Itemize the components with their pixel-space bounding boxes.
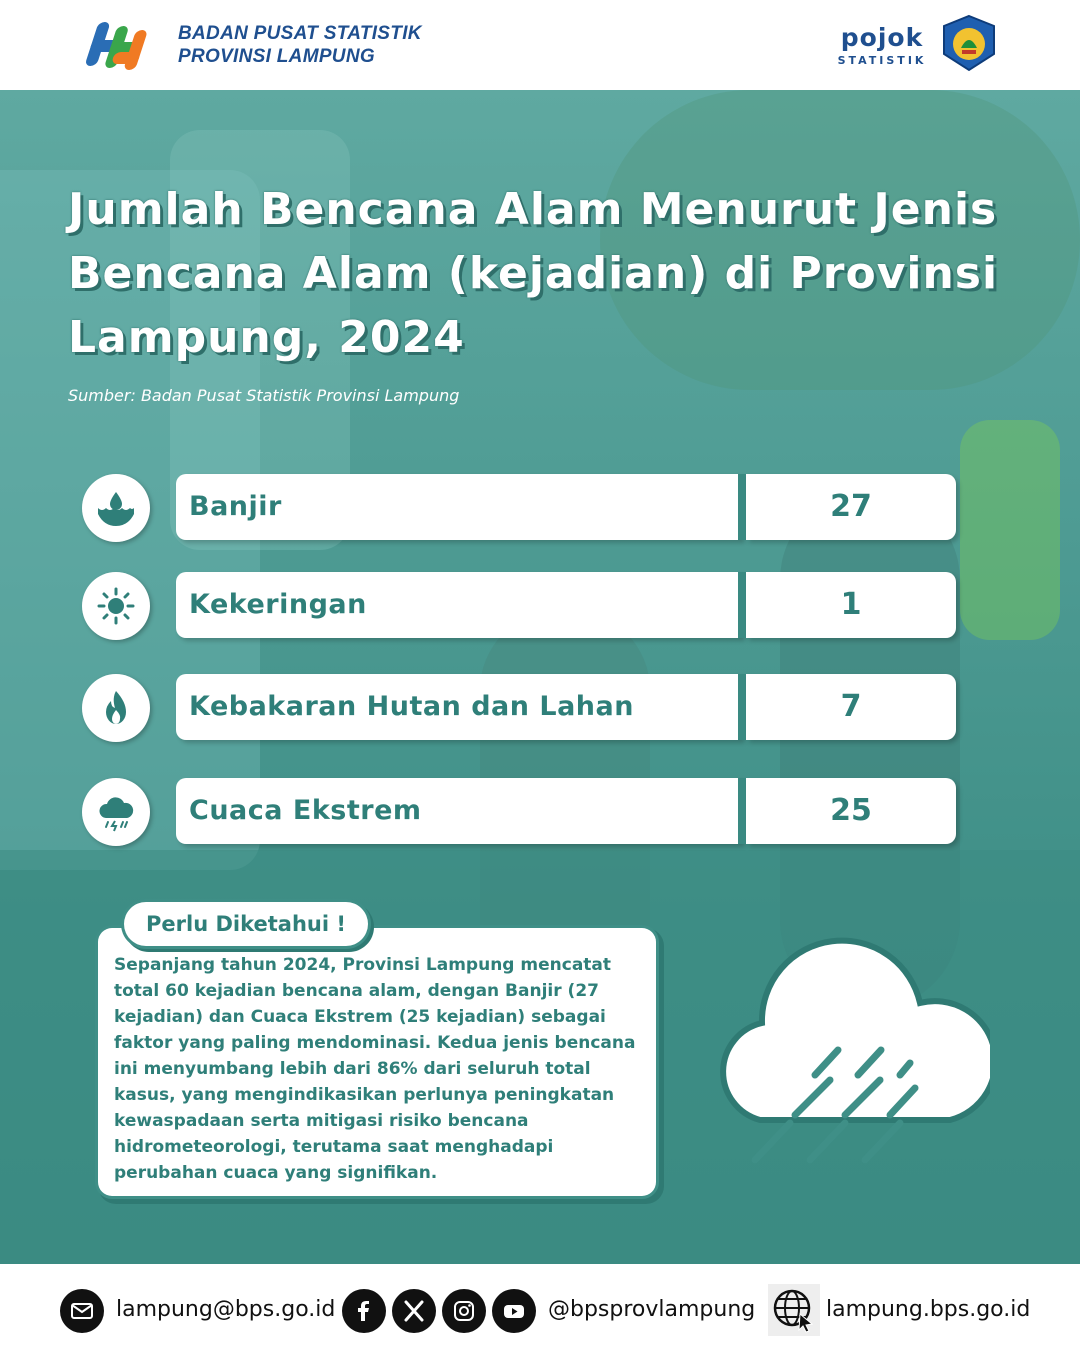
row-label: Cuaca Ekstrem — [189, 795, 422, 826]
instagram-icon[interactable] — [442, 1289, 486, 1333]
pojok-sub: STATISTIK — [837, 54, 927, 67]
pojok-word: pojok — [840, 23, 924, 52]
x-twitter-icon[interactable] — [392, 1289, 436, 1333]
org-name — [178, 22, 422, 68]
row-kebakaran — [82, 674, 962, 742]
info-text: Sepanjang tahun 2024, Provinsi Lampung mencatat total 60 kejadian bencana alam, dengan Banjir (27 kejadian) dan Cuaca Ekstrem (25 kejadian) sebagai faktor yang paling mendominasi. Kedua jenis bencana ini menyumbang lebih dari 86% dari seluruh total kasus, yang mengindikasikan perlunya peningkatan kewaspadaan serta mitigasi risiko bencana hidrometeorologi, terutama saat menghadapi perubahan cuaca yang signifikan. — [114, 955, 636, 1183]
footer-website[interactable]: lampung.bps.go.id — [826, 1297, 1031, 1322]
label-box — [176, 572, 742, 638]
label-box — [176, 778, 742, 844]
flood-icon — [82, 474, 150, 542]
label-box — [176, 474, 742, 540]
row-label: Kekeringan — [189, 589, 367, 620]
header — [0, 0, 1080, 90]
globe-icon — [768, 1284, 820, 1336]
source-note: Sumber: Badan Pusat Statistik Provinsi Lampung — [68, 386, 460, 405]
sun-icon — [82, 572, 150, 640]
bps-logo-icon — [80, 18, 162, 78]
facebook-icon[interactable] — [342, 1289, 386, 1333]
row-divider — [738, 778, 746, 844]
row-value: 7 — [746, 674, 956, 740]
footer-email[interactable]: lampung@bps.go.id — [116, 1297, 336, 1322]
row-kekeringan — [82, 572, 962, 640]
youtube-icon[interactable] — [492, 1289, 536, 1333]
university-emblem-icon — [940, 14, 998, 72]
email-icon — [60, 1289, 104, 1333]
row-value: 25 — [746, 778, 956, 844]
page-title: Jumlah Bencana Alam Menurut Jenis Bencana Alam (kejadian) di Provinsi Lampung, 2024 — [68, 184, 999, 363]
row-value: 1 — [746, 572, 956, 638]
row-divider — [738, 572, 746, 638]
fire-icon — [82, 674, 150, 742]
row-label: Banjir — [189, 491, 282, 522]
row-divider — [738, 474, 746, 540]
row-cuaca-ekstrem — [82, 778, 962, 846]
rain-cloud-icon — [700, 925, 990, 1205]
org-name-line2: PROVINSI LAMPUNG — [178, 46, 375, 67]
info-box — [98, 928, 656, 1196]
footer-social[interactable]: @bpsprovlampung — [548, 1297, 756, 1322]
row-banjir — [82, 474, 962, 542]
row-divider — [738, 674, 746, 740]
footer — [0, 1264, 1080, 1350]
pojok-statistik-logo — [836, 24, 928, 67]
org-name-line1: BADAN PUSAT STATISTIK — [178, 23, 422, 44]
label-box — [176, 674, 742, 740]
row-value: 27 — [746, 474, 956, 540]
info-tag: Perlu Diketahui ! — [124, 902, 368, 946]
storm-cloud-icon — [82, 778, 150, 846]
row-label: Kebakaran Hutan dan Lahan — [189, 691, 634, 722]
